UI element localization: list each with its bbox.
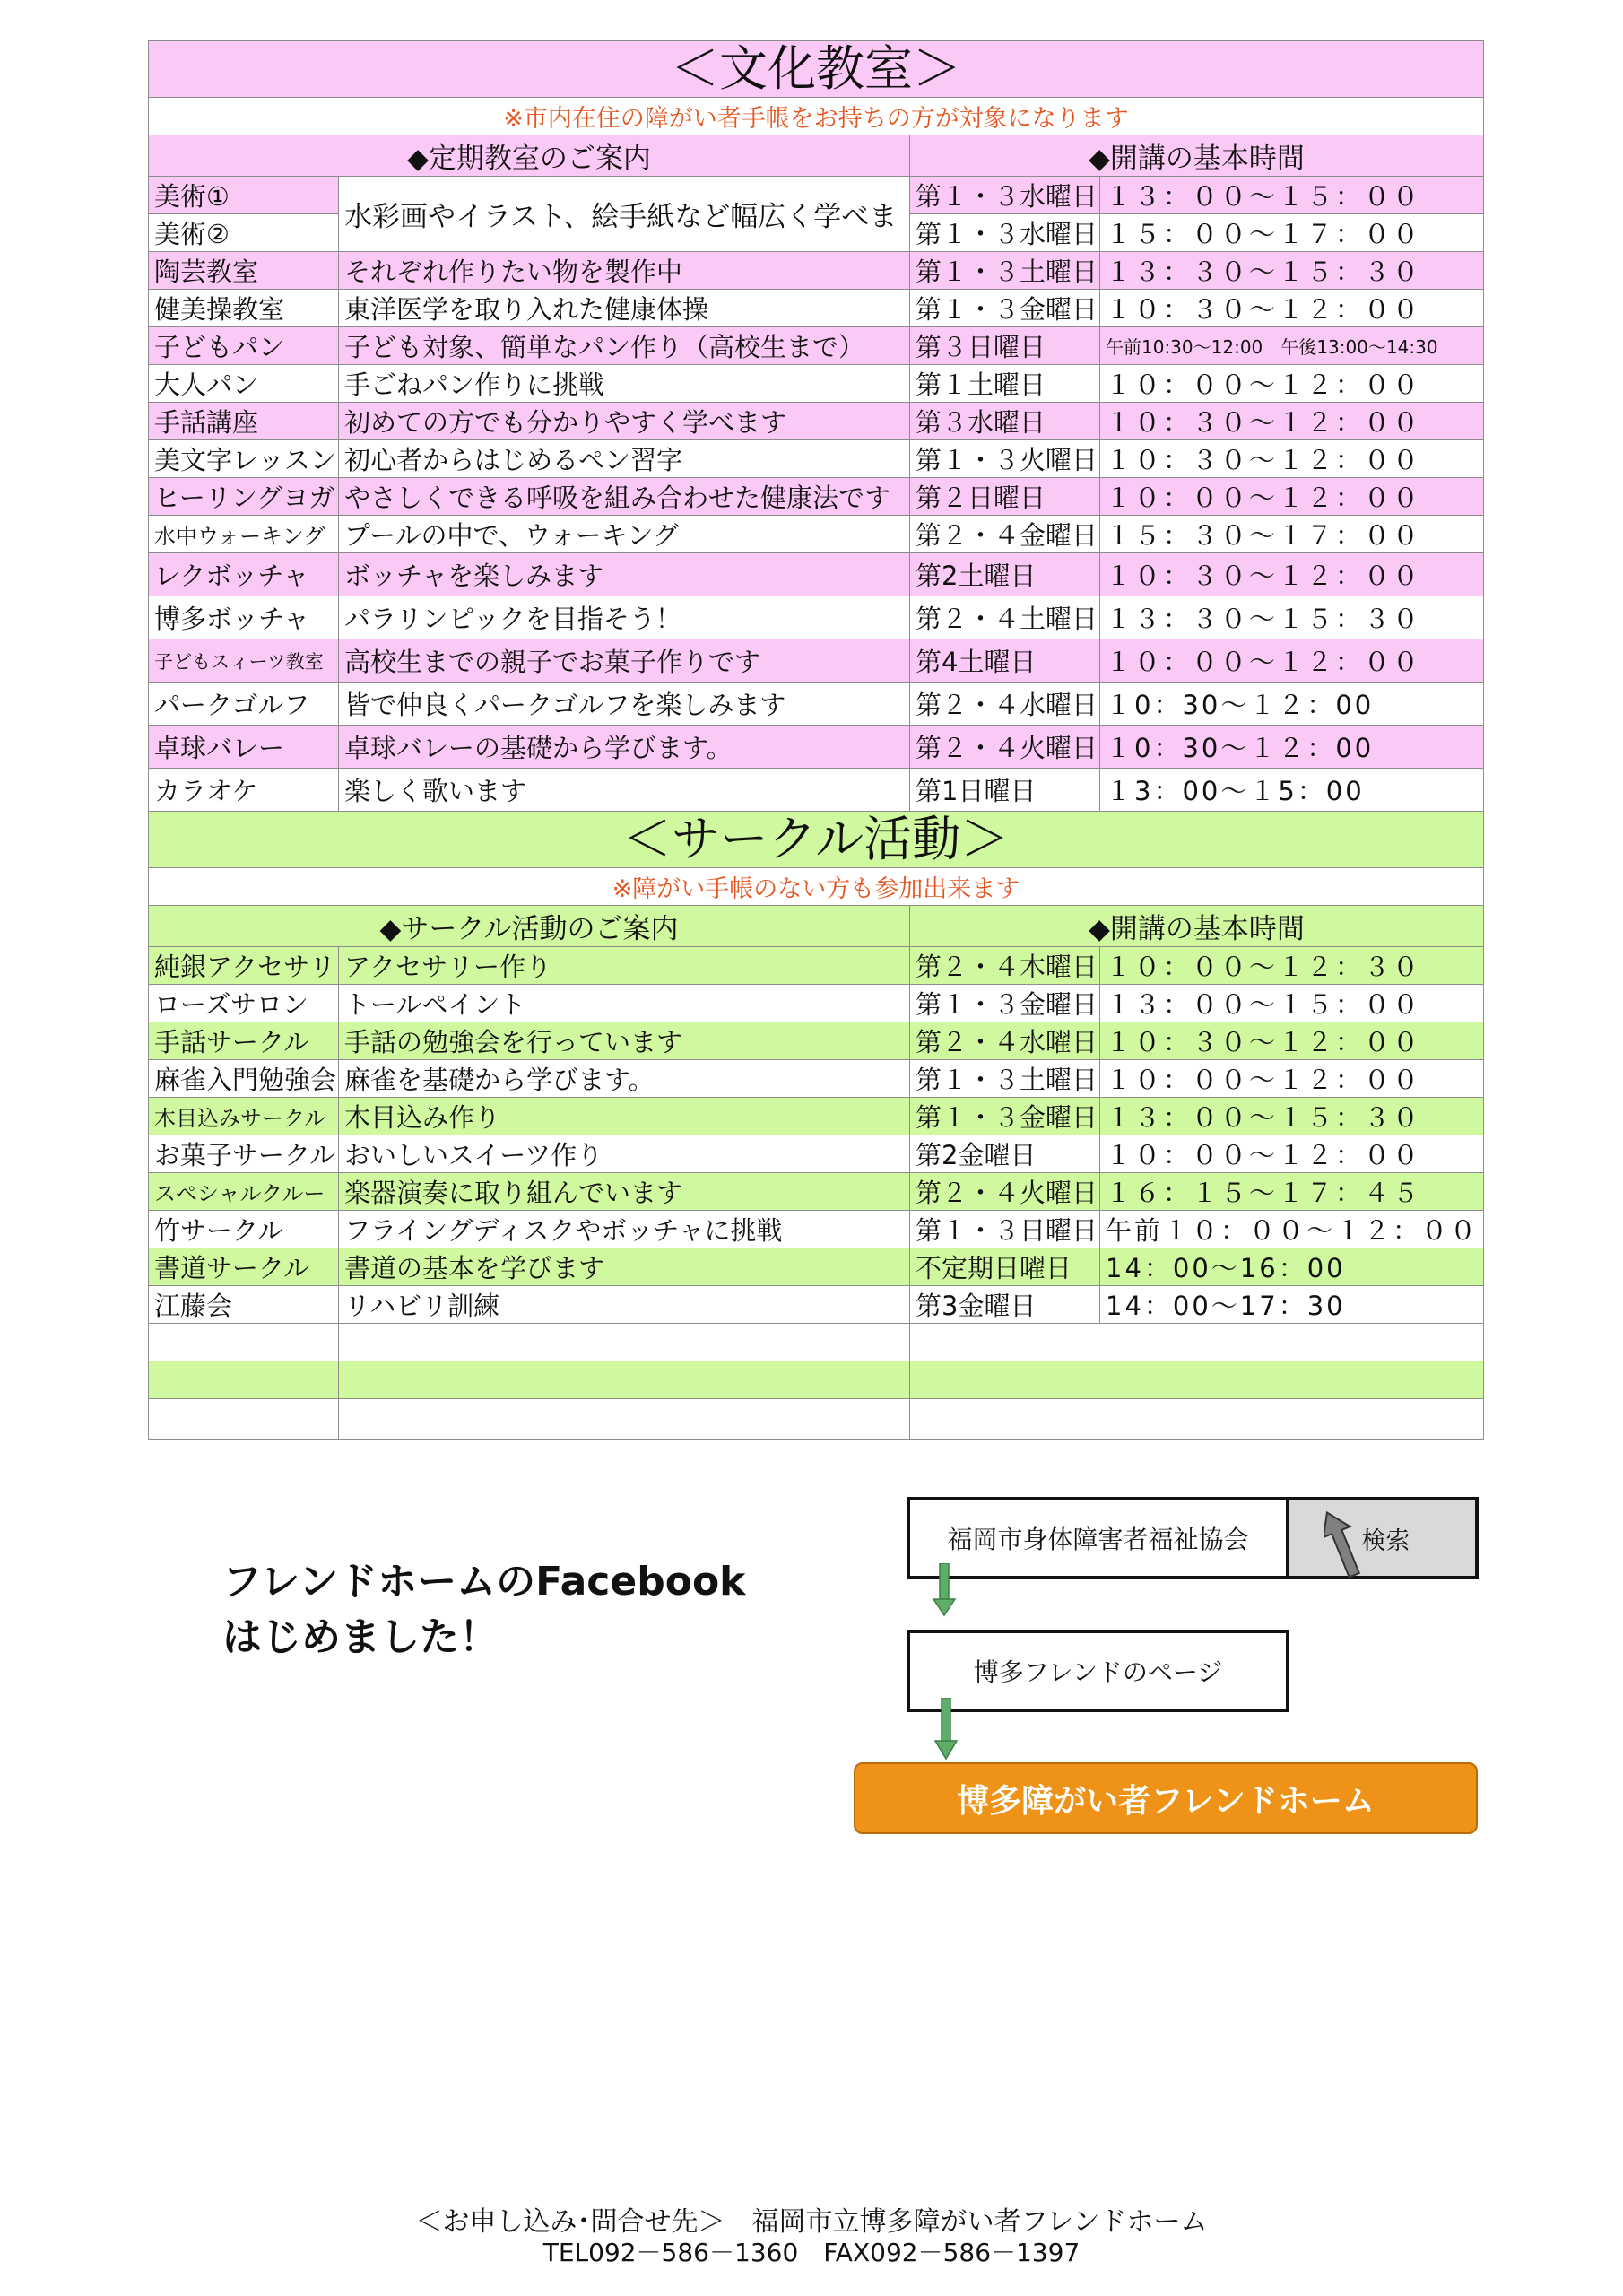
class-time: １６：１５～１７：４５ xyxy=(1100,1173,1484,1211)
arrow-down-icon xyxy=(931,1563,958,1617)
class-day: 第２・４木曜日 xyxy=(910,947,1100,985)
facebook-line-1: フレンドホームのFacebook xyxy=(222,1559,746,1605)
class-name: 美術② xyxy=(149,214,339,252)
class-day: 不定期日曜日 xyxy=(910,1248,1100,1286)
class-day: 第３水曜日 xyxy=(910,403,1100,440)
table-row xyxy=(149,1248,1484,1286)
class-time: １３：３０～１５：３０ xyxy=(1100,252,1484,290)
contact-line: ＜お申し込み･問合せ先＞ 福岡市立博多障がい者フレンドホーム xyxy=(415,2206,1208,2238)
search-text-box[interactable] xyxy=(907,1497,1289,1579)
circle-title: ＜サークル活動＞ xyxy=(149,812,1484,868)
class-time: 午前10:30～12:00 午後13:00～14:30 xyxy=(1100,327,1484,365)
table-row xyxy=(149,985,1484,1022)
class-day: 第１・３金曜日 xyxy=(910,985,1100,1022)
class-time: １３：００～１５：００ xyxy=(1100,177,1484,214)
class-time: 14：00～16：00 xyxy=(1100,1248,1484,1286)
class-time: １３：００～１５：３０ xyxy=(1100,1098,1484,1135)
class-time: １０：００～１２：００ xyxy=(1100,639,1484,683)
class-time: １0：30～１２：00 xyxy=(1100,683,1484,726)
table-row xyxy=(149,1135,1484,1173)
class-name: カラオケ xyxy=(149,769,339,812)
class-name: 美術① xyxy=(149,177,339,214)
table-row xyxy=(149,252,1484,290)
search-text: 福岡市身体障害者福祉協会 xyxy=(947,1525,1249,1554)
table-row xyxy=(149,596,1484,639)
class-day: 第１土曜日 xyxy=(910,365,1100,403)
class-desc: 初心者からはじめるペン習字 xyxy=(339,440,910,478)
class-time: １０：３０～１２：００ xyxy=(1100,403,1484,440)
table-row xyxy=(149,683,1484,726)
table-row xyxy=(149,440,1484,478)
class-time: １3：00～１5：00 xyxy=(1100,769,1484,812)
class-time: １５：００～１７：００ xyxy=(1100,214,1484,252)
table-row xyxy=(149,1286,1484,1324)
class-day: 第4土曜日 xyxy=(910,639,1100,683)
class-desc: アクセサリー作り xyxy=(339,947,910,985)
culture-note: ※市内在住の障がい者手帳をお持ちの方が対象になります xyxy=(149,98,1484,135)
class-desc: ボッチャを楽しみます xyxy=(339,553,910,596)
table-row xyxy=(149,478,1484,516)
class-time: １０：３０～１２：００ xyxy=(1100,440,1484,478)
table-row xyxy=(149,1022,1484,1060)
culture-header-left: ◆定期教室のご案内 xyxy=(149,135,910,177)
table-row xyxy=(149,403,1484,440)
class-desc: 水彩画やイラスト、絵手紙など幅広く学べま xyxy=(339,177,910,252)
table-row xyxy=(149,947,1484,985)
arrow-down-icon xyxy=(933,1698,959,1761)
class-name: ヒーリングヨガ xyxy=(149,478,339,516)
class-day: 第１・３金曜日 xyxy=(910,1098,1100,1135)
table-row xyxy=(149,516,1484,553)
class-desc: リハビリ訓練 xyxy=(339,1286,910,1324)
class-desc: 卓球バレーの基礎から学びます。 xyxy=(339,726,910,769)
class-day: 第１・３土曜日 xyxy=(910,252,1100,290)
class-name: 手話サークル xyxy=(149,1022,339,1060)
class-time: １０：００～１２：００ xyxy=(1100,478,1484,516)
class-name: 卓球バレー xyxy=(149,726,339,769)
class-name: レクボッチャ xyxy=(149,553,339,596)
friend-home-label: 博多障がい者フレンドホーム xyxy=(957,1782,1375,1820)
class-day: 第３日曜日 xyxy=(910,327,1100,365)
class-name: 書道サークル xyxy=(149,1248,339,1286)
class-time: １３：００～１５：００ xyxy=(1100,985,1484,1022)
class-time: 14：00～17：30 xyxy=(1100,1286,1484,1324)
class-desc: 書道の基本を学びます xyxy=(339,1248,910,1286)
class-name: 純銀アクセサリ xyxy=(149,947,339,985)
class-time: １０：００～１２：３０ xyxy=(1100,947,1484,985)
class-day: 第２・４水曜日 xyxy=(910,1022,1100,1060)
class-name: 手話講座 xyxy=(149,403,339,440)
circle-note: ※障がい手帳のない方も参加出来ます xyxy=(149,868,1484,906)
class-name: 江藤会 xyxy=(149,1286,339,1324)
empty-row xyxy=(149,1399,1484,1440)
class-desc: 木目込み作り xyxy=(339,1098,910,1135)
class-day: 第２・４土曜日 xyxy=(910,596,1100,639)
class-day: 第2土曜日 xyxy=(910,553,1100,596)
class-day: 第１・３土曜日 xyxy=(910,1060,1100,1098)
table-row xyxy=(149,1060,1484,1098)
class-day: 第１・３日曜日 xyxy=(910,1211,1100,1248)
class-time: １0：30～１２：00 xyxy=(1100,726,1484,769)
class-name: 竹サークル xyxy=(149,1211,339,1248)
class-name: 子どもパン xyxy=(149,327,339,365)
class-desc: 手話の勉強会を行っています xyxy=(339,1022,910,1060)
circle-header-right: ◆開講の基本時間 xyxy=(910,906,1484,947)
class-day: 第２・４火曜日 xyxy=(910,1173,1100,1211)
class-name: 博多ボッチャ xyxy=(149,596,339,639)
class-day: 第1日曜日 xyxy=(910,769,1100,812)
class-desc: 高校生までの親子でお菓子作りです xyxy=(339,639,910,683)
class-desc: 子ども対象、簡単なパン作り（高校生まで） xyxy=(339,327,910,365)
class-desc: トールペイント xyxy=(339,985,910,1022)
table-row xyxy=(149,290,1484,327)
facebook-line-2: はじめました！ xyxy=(222,1614,499,1660)
class-desc: やさしくできる呼吸を組み合わせた健康法です xyxy=(339,478,910,516)
friend-home-button[interactable] xyxy=(854,1762,1478,1834)
class-desc: パラリンピックを目指そう！ xyxy=(339,596,910,639)
class-day: 第２・４水曜日 xyxy=(910,683,1100,726)
class-name: 美文字レッスン xyxy=(149,440,339,478)
class-name: 木目込みサークル xyxy=(149,1098,339,1135)
class-day: 第２・４火曜日 xyxy=(910,726,1100,769)
search-button[interactable] xyxy=(1286,1497,1479,1579)
class-desc: プールの中で、ウォーキング xyxy=(339,516,910,553)
class-desc: 楽しく歌います xyxy=(339,769,910,812)
class-desc: 東洋医学を取り入れた健康体操 xyxy=(339,290,910,327)
table-row xyxy=(149,1211,1484,1248)
empty-row xyxy=(149,1324,1484,1361)
class-time: １０：３０～１２：００ xyxy=(1100,1022,1484,1060)
class-day: 第１・３水曜日 xyxy=(910,214,1100,252)
class-day: 第2金曜日 xyxy=(910,1135,1100,1173)
empty-row xyxy=(149,1361,1484,1399)
class-time: １５：３０～１７：００ xyxy=(1100,516,1484,553)
class-desc: おいしいスイーツ作り xyxy=(339,1135,910,1173)
class-name: パークゴルフ xyxy=(149,683,339,726)
class-name: スペシャルクルー xyxy=(149,1173,339,1211)
class-desc: 楽器演奏に取り組んでいます xyxy=(339,1173,910,1211)
facebook-announcement xyxy=(222,1554,745,1665)
table-row xyxy=(149,365,1484,403)
table-row xyxy=(149,1098,1484,1135)
class-time: １０：３０～１２：００ xyxy=(1100,553,1484,596)
class-time: １０：００～１２：００ xyxy=(1100,1135,1484,1173)
table-row xyxy=(149,177,1484,214)
table-row xyxy=(149,639,1484,683)
class-day: 第２日曜日 xyxy=(910,478,1100,516)
table-row xyxy=(149,327,1484,365)
class-desc: それぞれ作りたい物を製作中 xyxy=(339,252,910,290)
schedule-table xyxy=(148,40,1484,1440)
page-link-text: 博多フレンドのページ xyxy=(973,1657,1223,1687)
class-desc: 麻雀を基礎から学びます。 xyxy=(339,1060,910,1098)
class-desc: 皆で仲良くパークゴルフを楽しみます xyxy=(339,683,910,726)
table-row xyxy=(149,769,1484,812)
class-desc: 手ごねパン作りに挑戦 xyxy=(339,365,910,403)
class-desc: 初めての方でも分かりやすく学べます xyxy=(339,403,910,440)
table-row xyxy=(149,726,1484,769)
class-time: １０：３０～１２：００ xyxy=(1100,290,1484,327)
class-name: 大人パン xyxy=(149,365,339,403)
class-name: 健美操教室 xyxy=(149,290,339,327)
table-row xyxy=(149,553,1484,596)
class-name: 麻雀入門勉強会 xyxy=(149,1060,339,1098)
class-day: 第２・４金曜日 xyxy=(910,516,1100,553)
class-time: １３：３０～１５：３０ xyxy=(1100,596,1484,639)
class-time: １０：００～１２：００ xyxy=(1100,1060,1484,1098)
class-time: １０：００～１２：００ xyxy=(1100,365,1484,403)
culture-title: ＜文化教室＞ xyxy=(149,41,1484,98)
search-button-label: 検索 xyxy=(1361,1526,1410,1555)
culture-header-right: ◆開講の基本時間 xyxy=(910,135,1484,177)
class-day: 第１・３金曜日 xyxy=(910,290,1100,327)
table-row xyxy=(149,1173,1484,1211)
class-name: ローズサロン xyxy=(149,985,339,1022)
class-day: 第１・３水曜日 xyxy=(910,177,1100,214)
class-name: お菓子サークル xyxy=(149,1135,339,1173)
class-name: 水中ウォーキング xyxy=(149,516,339,553)
class-desc: フライングディスクやボッチャに挑戦 xyxy=(339,1211,910,1248)
circle-header-left: ◆サークル活動のご案内 xyxy=(149,906,910,947)
class-name: 子どもスィーツ教室 xyxy=(149,639,339,683)
class-name: 陶芸教室 xyxy=(149,252,339,290)
contact-phone-fax: TEL092－586－1360 FAX092－586－1397 xyxy=(542,2238,1081,2267)
class-day: 第3金曜日 xyxy=(910,1286,1100,1324)
class-day: 第１・３火曜日 xyxy=(910,440,1100,478)
page-link-box[interactable] xyxy=(907,1630,1289,1712)
class-time: 午前１０：００～１２：００ xyxy=(1100,1211,1484,1248)
